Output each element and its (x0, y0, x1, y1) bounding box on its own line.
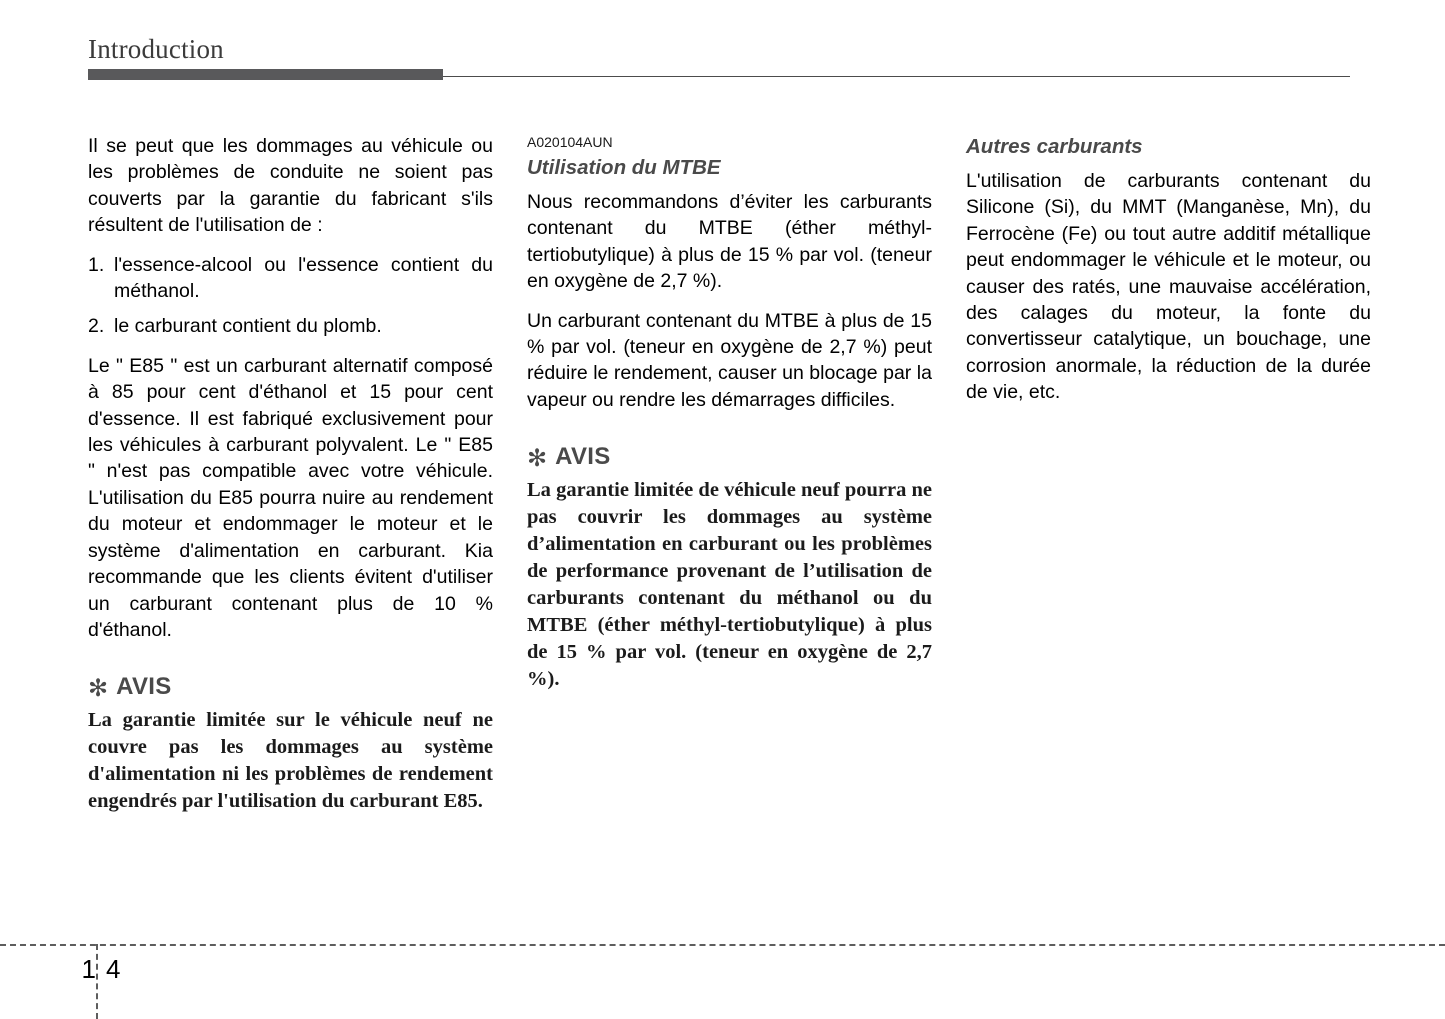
notice-header (88, 673, 493, 701)
header-thick-rule (88, 69, 443, 80)
notice-block-mtbe (527, 443, 932, 693)
notice-body: La garantie limitée de véhicule neuf pourra ne pas couvrir les dommages au système d’alimentation en carburant ou les problèmes de performance provenant de l’utilisation de carburants contenant du méthanol ou du MTBE (éther méthyl-tertiobutylique) à plus de 15 % par vol. (teneur en oxygène de 2,7 %). (527, 479, 932, 691)
column-3 (966, 133, 1371, 815)
page-footer (0, 944, 1445, 1019)
content-columns (88, 133, 1371, 815)
section-heading-mtbe: Utilisation du MTBE (527, 156, 721, 179)
section-heading-autres-carburants: Autres carburants (966, 135, 1143, 158)
list-item-text: l'essence-alcool ou l'essence contient du méthanol. (114, 253, 493, 303)
mtbe-paragraph-1: Nous recommandons d’éviter les carburants contenant du MTBE (éther méthyl-tertiobutylique) à plus de 15 % par vol. (teneur en oxygène de 2,7 %). (527, 191, 932, 293)
notice-body: La garantie limitée sur le véhicule neuf ne couvre pas les dommages au système d'alimentation ni les problèmes de rendement engendrés par l'utilisation du carburant E85. (88, 709, 493, 813)
page-number: 4 (106, 954, 121, 984)
page-title: Introduction (88, 34, 224, 64)
notice-title: AVIS (555, 443, 611, 471)
list-item (88, 313, 493, 339)
list-item-text: le carburant contient du plomb. (114, 315, 382, 338)
mtbe-paragraph-2: Un carburant contenant du MTBE à plus de 15 % par vol. (teneur en oxygène de 2,7 %) peut réduire le rendement, causer un blocage par la vapeur ou rendre les démarrages difficiles. (527, 309, 932, 411)
column-1 (88, 133, 493, 815)
notice-block-e85 (88, 673, 493, 815)
intro-paragraph: Il se peut que les dommages au véhicule ou les problèmes de conduite ne soient pas couverts par la garantie du fabricant s'ils résultent de l'utilisation de : (88, 135, 493, 237)
column-2 (527, 133, 932, 815)
list-item-number: 2. (88, 315, 105, 338)
list-item (88, 252, 493, 305)
asterisk-icon: ✻ (88, 674, 109, 703)
notice-header (527, 443, 932, 471)
notice-title: AVIS (116, 673, 172, 701)
conditions-list (88, 252, 493, 340)
folio (60, 954, 150, 984)
asterisk-icon: ✻ (527, 444, 548, 473)
reference-code: A020104AUN (527, 134, 613, 150)
chapter-number: 1 (81, 954, 96, 984)
e85-paragraph: Le " E85 " est un carburant alternatif composé à 85 pour cent d'éthanol et 15 pour cent d'essence. Il est fabriqué exclusivement pour les véhicules à carburant polyvalent. Le " E85 " n'est pas compatible avec votre véhicule. L'utilisation du E85 pourra nuire au rendement du moteur et endommager le moteur et le système d'alimentation en carburant. Kia recommande que les clients évitent d'utiliser un carburant contenant plus de 10 % d'éthanol. (88, 354, 493, 641)
autres-carburants-paragraph: L'utilisation de carburants contenant du Silicone (Si), du MMT (Manganèse, Mn), du Ferrocène (Fe) ou tout autre additif métallique peut endommager le véhicule et le moteur, ou causer des ratés, une mauvaise accélération, des calages du moteur, la fonte du convertisseur catalytique, un bouchage, une corrosion anormale, la réduction de la durée de vie, etc. (966, 170, 1371, 404)
list-item-number: 1. (88, 253, 105, 276)
page-header (88, 33, 1350, 81)
header-rule-group (88, 67, 1350, 81)
footer-horizontal-dashed-line (0, 944, 1445, 946)
